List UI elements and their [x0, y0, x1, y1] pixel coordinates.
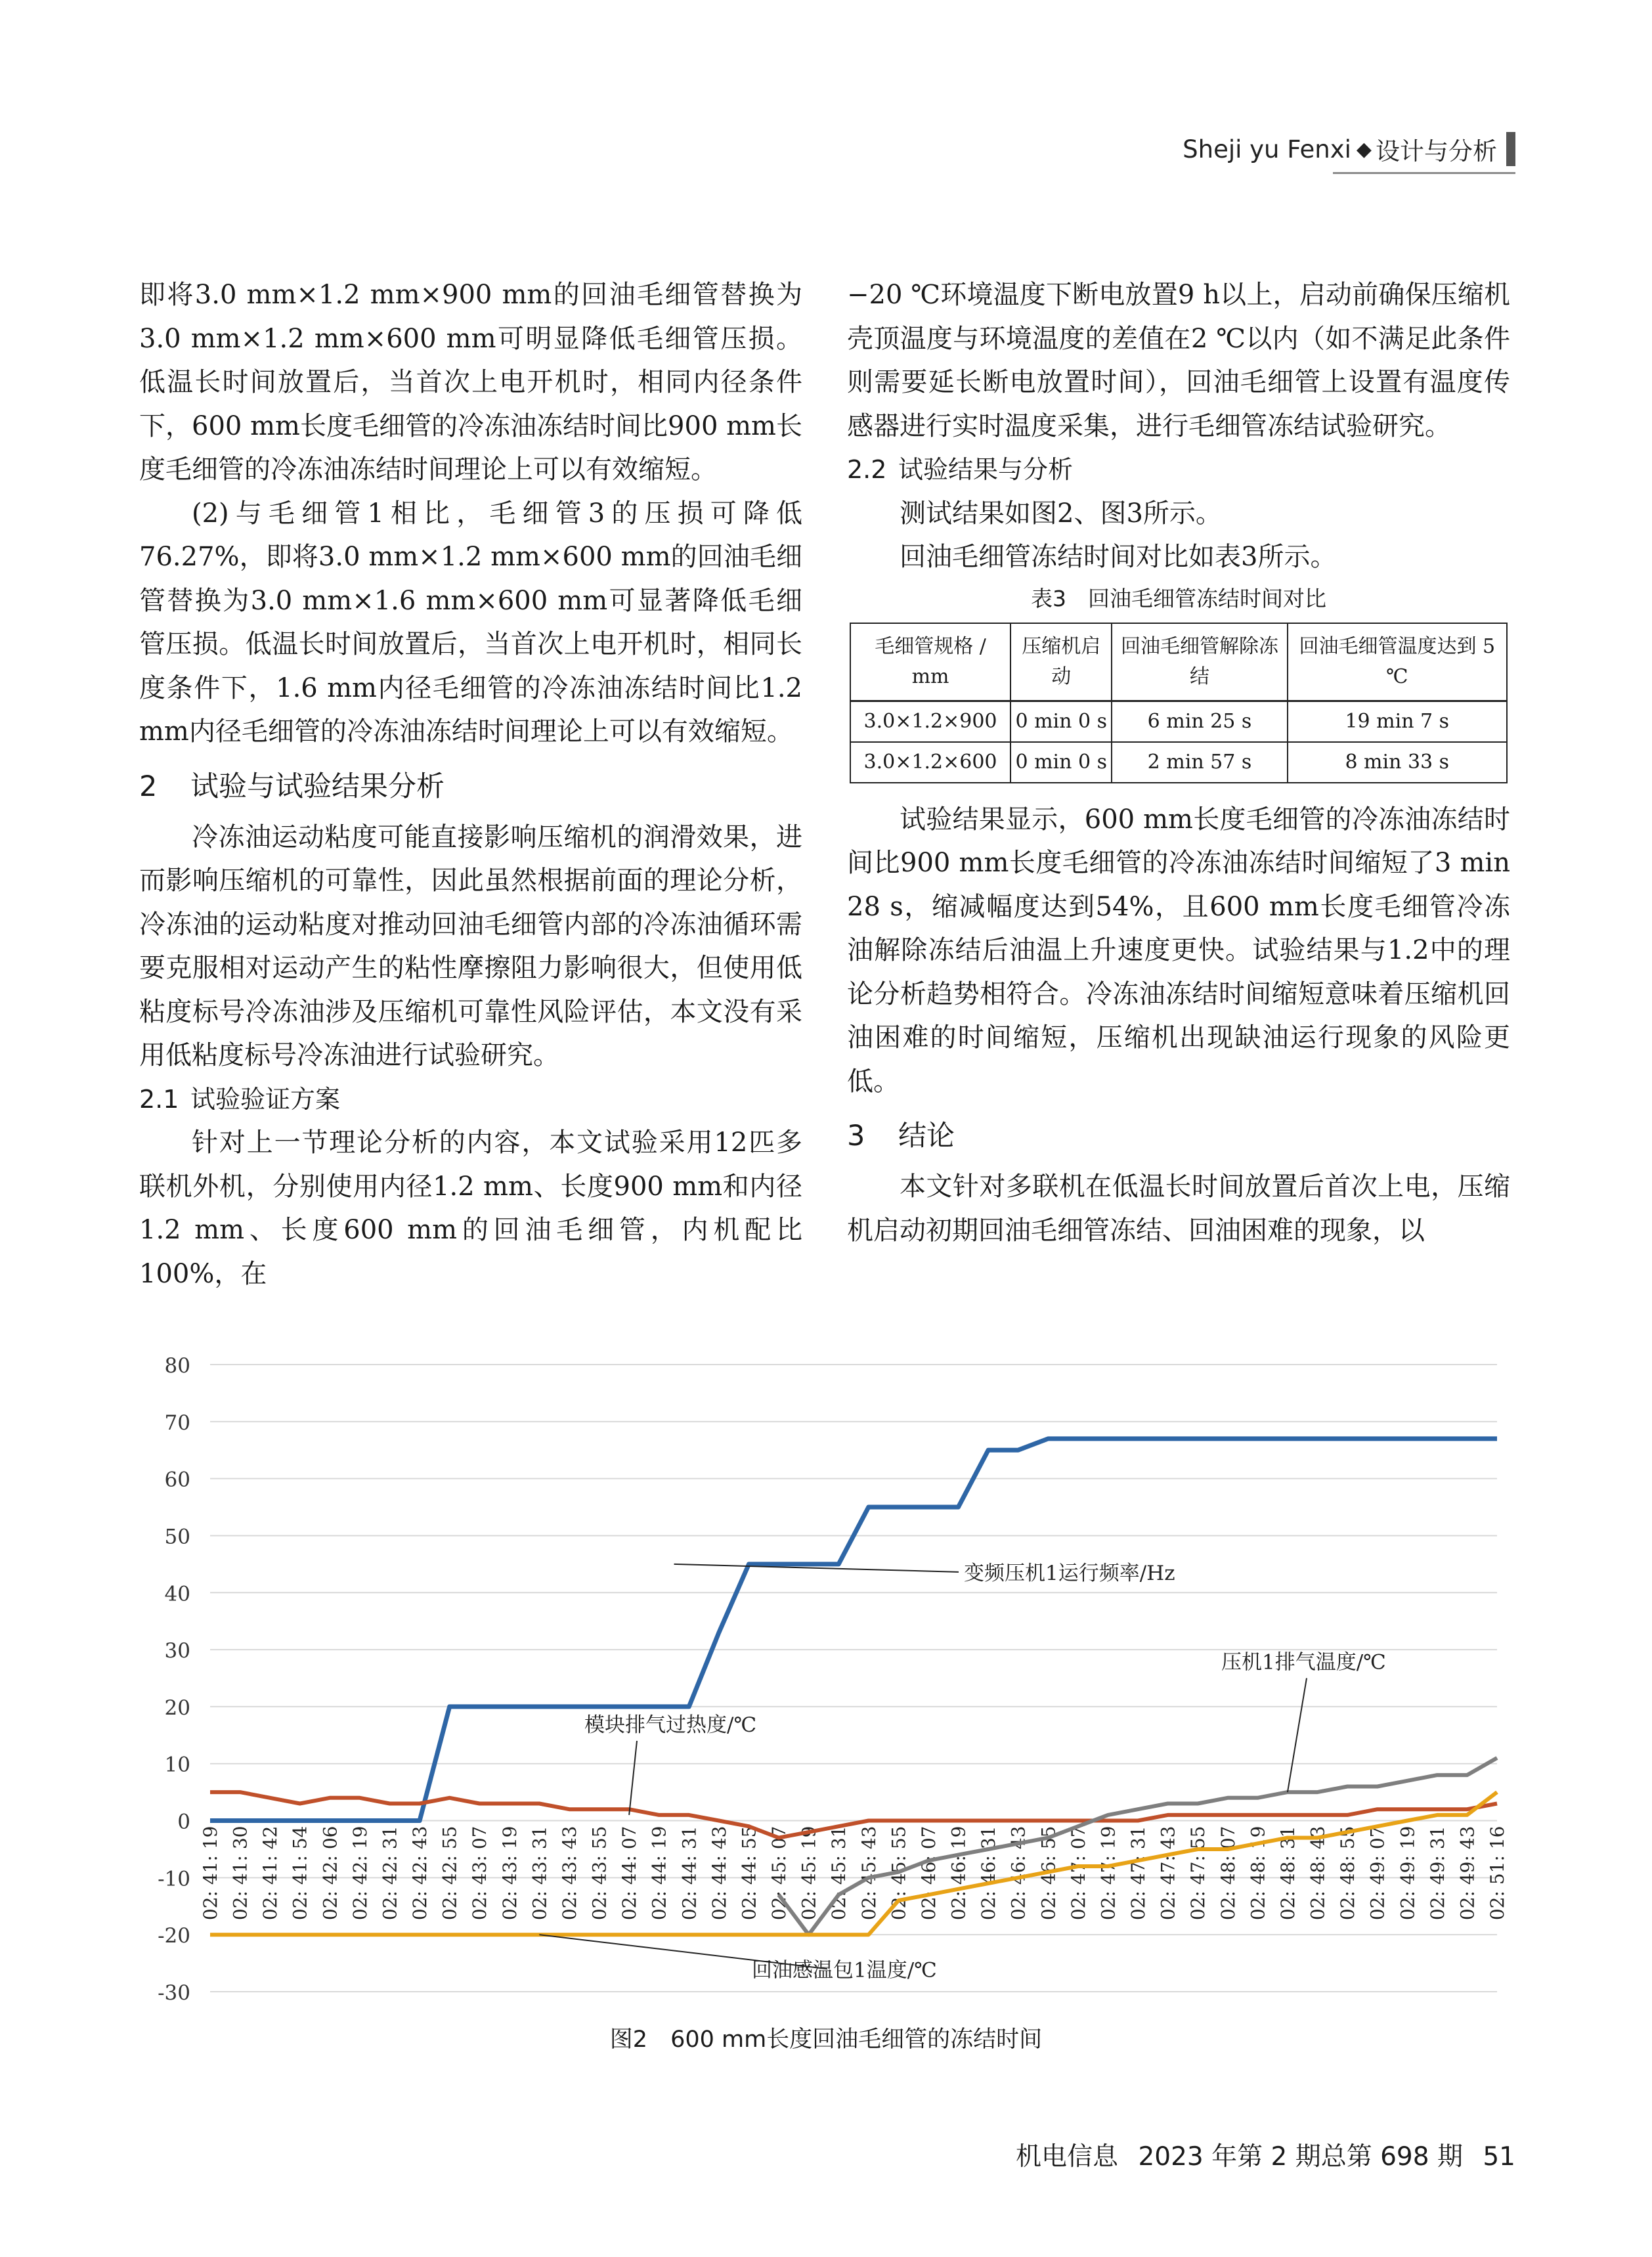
table-cell: 3.0×1.2×900	[850, 701, 1011, 742]
x-tick-label: 02: 44: 55	[738, 1826, 760, 1921]
table-caption: 表3 回油毛细管冻结时间对比	[1031, 585, 1326, 611]
x-tick-label: 02: 46: 07	[917, 1826, 940, 1921]
x-tick-label: 02: 46: 43	[1007, 1826, 1030, 1921]
y-tick-label: -30	[158, 1981, 190, 2005]
table-header-cell: 毛细管规格 / mm	[850, 623, 1011, 701]
subsection-heading	[847, 448, 1510, 492]
x-tick-label: 02: 47: 07	[1067, 1826, 1089, 1921]
paragraph: 针对上一节理论分析的内容，本文试验采用12匹多联机外机，分别使用内径1.2 mm、长度900 mm和内径1.2 mm、长度600 mm的回油毛细管，内机配比100%，在	[139, 1128, 802, 1289]
x-tick-label: 02: 49: 19	[1397, 1826, 1419, 1921]
table-cell: 19 min 7 s	[1288, 701, 1507, 742]
x-tick-label: 02: 43: 19	[498, 1826, 521, 1921]
x-tick-label: 02: 44: 19	[648, 1826, 670, 1921]
diamond-icon: ◆	[1356, 137, 1372, 161]
paragraph: (2)与毛细管1相比，毛细管3的压损可降低76.27%，即将3.0 mm×1.2 mm×600 mm的回油毛细管替换为3.0 mm×1.6 mm×600 mm可显著降低毛细管压损。低温长时间放置后，当首次上电开机时，相同长度条件下，1.6 mm内径毛细管的冷冻油冻结时间比1.2 mm内径毛细管的冷冻油冻结时间理论上可以有效缩短。	[139, 498, 802, 747]
x-tick-label: 02: 44: 07	[619, 1826, 641, 1921]
section-heading	[847, 1110, 1510, 1162]
y-tick-label: 70	[164, 1411, 190, 1435]
x-tick-label: 02: 48: 55	[1337, 1826, 1359, 1921]
x-tick-label: 02: 47: 55	[1187, 1826, 1209, 1921]
footer-issue: 2023 年第 2 期总第 698 期	[1138, 2142, 1463, 2172]
page-number: 51	[1483, 2142, 1515, 2172]
x-tick-label: 02: 48: 19	[1247, 1826, 1269, 1921]
x-tick-label: 02: 42: 55	[439, 1826, 461, 1921]
section-heading	[139, 760, 802, 813]
x-tick-label: 02: 44: 31	[678, 1826, 701, 1921]
table-row	[850, 742, 1507, 783]
running-header-cn: 设计与分析	[1376, 137, 1497, 165]
y-tick-label: 60	[164, 1468, 190, 1492]
x-tick-label: 02: 41: 19	[200, 1826, 221, 1921]
x-tick-label: 02: 47: 43	[1157, 1826, 1179, 1921]
paragraph: 试验结果显示，600 mm长度毛细管的冷冻油冻结时间比900 mm长度毛细管的冷冻油冻结时间缩短了3 min 28 s，缩减幅度达到54%，且600 mm长度毛细管冷冻油解除冻结后油温上升速度更快。试验结果与1.2中的理论分析趋势相符合。冷冻油冻结时间缩短意味着压缩机回油困难的时间缩短，压缩机出现缺油运行现象的风险更低。	[847, 804, 1510, 1097]
footer-journal: 机电信息	[1016, 2142, 1119, 2172]
header-rule	[1333, 172, 1515, 174]
x-tick-label: 02: 48: 31	[1276, 1826, 1299, 1921]
header-bar-mark	[1506, 132, 1515, 166]
paragraph: 测试结果如图2、图3所示。	[900, 498, 1222, 529]
x-tick-label: 02: 41: 30	[229, 1826, 251, 1921]
table-cell: 0 min 0 s	[1011, 701, 1112, 742]
y-tick-label: 80	[164, 1354, 190, 1378]
subsection-number: 2.1	[139, 1084, 179, 1114]
table-cell: 2 min 57 s	[1112, 742, 1287, 783]
x-tick-label: 02: 48: 07	[1217, 1826, 1239, 1921]
x-tick-label: 02: 42: 19	[349, 1826, 371, 1921]
x-tick-label: 02: 45: 07	[768, 1826, 791, 1921]
y-tick-label: 50	[164, 1525, 190, 1549]
x-tick-label: 02: 43: 07	[469, 1826, 491, 1921]
section-title: 结论	[898, 1120, 955, 1152]
table-row	[850, 701, 1507, 742]
paragraph: 冷冻油运动粘度可能直接影响压缩机的润滑效果，进而影响压缩机的可靠性，因此虽然根据前面的理论分析，冷冻油的运动粘度对推动回油毛细管内部的冷冻油循环需要克服相对运动产生的粘性摩擦阻力影响很大，但使用低粘度标号冷冻油涉及压缩机可靠性风险评估，本文没有采用低粘度标号冷冻油进行试验研究。	[139, 822, 802, 1070]
freeze-time-table	[850, 623, 1508, 783]
figure-chart	[138, 1325, 1517, 2048]
line-chart	[138, 1325, 1517, 2015]
left-column	[139, 273, 802, 1296]
x-tick-label: 02: 45: 55	[888, 1826, 910, 1921]
annotation-label: 变频压机1运行频率/Hz	[964, 1561, 1175, 1585]
y-tick-label: 0	[177, 1810, 190, 1834]
x-tick-label: 02: 43: 43	[558, 1826, 580, 1921]
subsection-number: 2.2	[847, 455, 887, 484]
subsection-heading	[139, 1078, 802, 1122]
annotation-label: 回油感温包1温度/℃	[752, 1958, 937, 1983]
x-tick-label: 02: 49: 31	[1426, 1826, 1448, 1921]
annotation-label: 模块排气过热度/℃	[584, 1713, 757, 1737]
y-tick-label: -10	[158, 1867, 190, 1891]
x-tick-label: 02: 43: 55	[588, 1826, 611, 1921]
y-tick-label: 20	[164, 1696, 190, 1720]
x-tick-label: 02: 43: 31	[529, 1826, 551, 1921]
x-tick-label: 02: 45: 31	[828, 1826, 850, 1921]
subsection-title: 试验验证方案	[190, 1084, 341, 1114]
x-tick-label: 02: 45: 19	[798, 1826, 820, 1921]
table-header-cell: 回油毛细管解除冻结	[1112, 623, 1287, 701]
x-tick-label: 02: 41: 54	[289, 1826, 311, 1921]
y-tick-label: -20	[158, 1924, 190, 1948]
annotation-leader	[629, 1741, 637, 1815]
x-tick-label: 02: 41: 42	[259, 1826, 282, 1921]
x-tick-label: 02: 44: 43	[708, 1826, 730, 1921]
section-title: 试验与试验结果分析	[190, 770, 445, 803]
annotation-label: 压机1排气温度/℃	[1221, 1650, 1386, 1675]
x-tick-label: 02: 48: 43	[1307, 1826, 1329, 1921]
x-tick-label: 02: 42: 43	[409, 1826, 431, 1921]
annotation-leader	[1288, 1678, 1307, 1793]
table-cell: 3.0×1.2×600	[850, 742, 1011, 783]
x-tick-label: 02: 42: 31	[379, 1826, 401, 1921]
paragraph: 回油毛细管冻结时间对比如表3所示。	[900, 542, 1337, 572]
section-number: 2	[139, 770, 158, 803]
y-tick-label: 30	[164, 1639, 190, 1663]
table-header-cell: 回油毛细管温度达到 5 ℃	[1288, 623, 1507, 701]
table-cell: 8 min 33 s	[1288, 742, 1507, 783]
x-tick-label: 02: 51: 16	[1487, 1826, 1508, 1921]
y-tick-label: 10	[164, 1753, 190, 1777]
x-tick-label: 02: 49: 07	[1366, 1826, 1389, 1921]
running-header	[1183, 131, 1515, 167]
x-tick-label: 02: 42: 06	[319, 1826, 341, 1921]
right-column	[847, 273, 1510, 1252]
figure-caption: 图2 600 mm长度回油毛细管的冻结时间	[609, 2027, 1043, 2053]
x-tick-label: 02: 45: 43	[858, 1826, 880, 1921]
x-tick-label: 02: 46: 31	[978, 1826, 1000, 1921]
paragraph: 即将3.0 mm×1.2 mm×900 mm的回油毛细管替换为3.0 mm×1.2 mm×600 mm可明显降低毛细管压损。低温长时间放置后，当首次上电开机时，相同内径条件下，600 mm长度毛细管的冷冻油冻结时间比900 mm长度毛细管的冷冻油冻结时间理论上可以有效缩短。	[139, 280, 802, 485]
table-cell: 6 min 25 s	[1112, 701, 1287, 742]
x-tick-label: 02: 47: 19	[1097, 1826, 1119, 1921]
x-tick-label: 02: 46: 55	[1037, 1826, 1060, 1921]
table-cell: 0 min 0 s	[1011, 742, 1112, 783]
y-tick-label: 40	[164, 1582, 190, 1606]
subsection-title: 试验结果与分析	[898, 455, 1074, 484]
footer	[1004, 2136, 1515, 2173]
paragraph: 本文针对多联机在低温长时间放置后首次上电，压缩机启动初期回油毛细管冻结、回油困难的现象，以	[847, 1172, 1510, 1246]
section-number: 3	[847, 1120, 865, 1152]
running-header-roman: Sheji yu Fenxi	[1183, 135, 1351, 164]
paragraph: −20 ℃环境温度下断电放置9 h以上，启动前确保压缩机壳顶温度与环境温度的差值在2 ℃以内（如不满足此条件则需要延长断电放置时间），回油毛细管上设置有温度传感器进行实时温度采集，进行毛细管冻结试验研究。	[847, 280, 1510, 441]
x-tick-label: 02: 46: 19	[947, 1826, 970, 1921]
table-header-cell: 压缩机启动	[1011, 623, 1112, 701]
x-tick-label: 02: 49: 43	[1456, 1826, 1479, 1921]
x-tick-label: 02: 47: 31	[1127, 1826, 1150, 1921]
series-line	[210, 1792, 1497, 1838]
